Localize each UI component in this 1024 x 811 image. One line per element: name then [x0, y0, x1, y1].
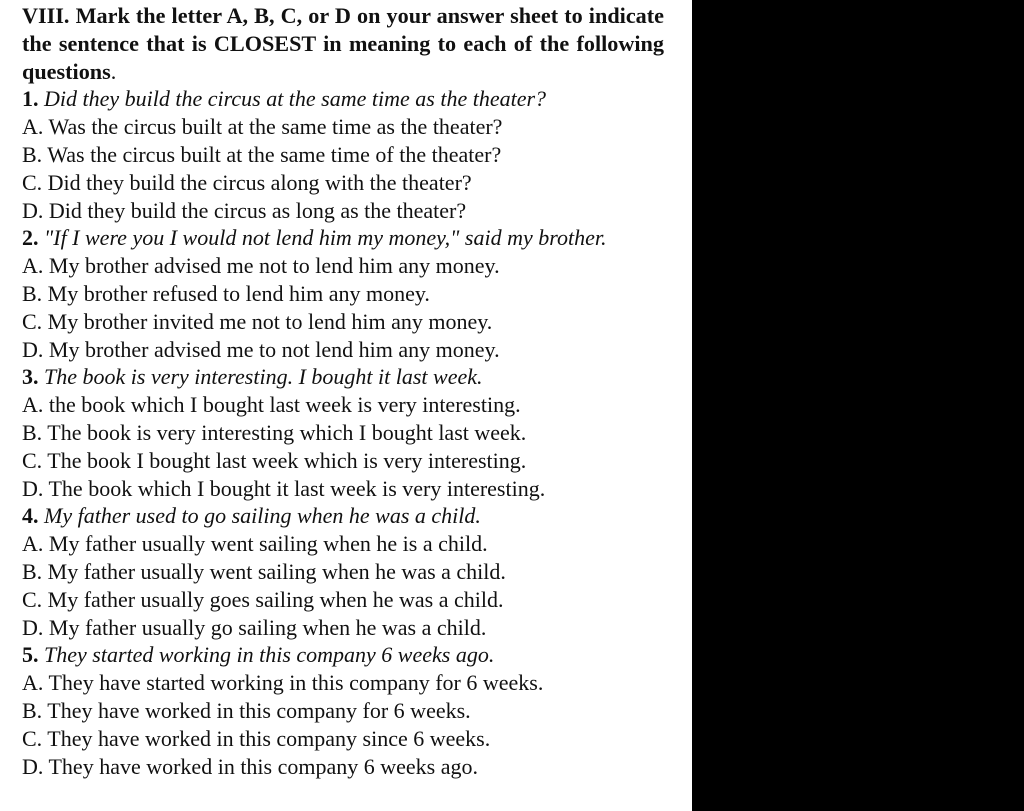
question-number: 5.: [22, 642, 39, 668]
question-4-option-b: B. My father usually went sailing when he was a child.: [22, 558, 506, 584]
question-2-option-a: A. My brother advised me not to lend him any money.: [22, 253, 500, 279]
question-3-stem: [22, 363, 664, 391]
question-5-option-a: A. They have started working in this company for 6 weeks.: [22, 670, 544, 696]
section-heading: [22, 2, 664, 85]
question-2-option-b: B. My brother refused to lend him any money.: [22, 280, 430, 306]
question-3-option-c: C. The book I bought last week which is very interesting.: [22, 447, 527, 473]
question-number: 2.: [22, 225, 39, 251]
question-1-option-b: B. Was the circus built at the same time of the theater?: [22, 141, 502, 167]
question-5-stem: [22, 641, 664, 669]
question-3-option-a: A. the book which I bought last week is very interesting.: [22, 392, 521, 418]
question-number: 4.: [22, 503, 39, 529]
question-5-option-d: D. They have worked in this company 6 weeks ago.: [22, 753, 478, 779]
section-title: VIII. Mark the letter A, B, C, or D on your answer sheet to indicate the sentence that is CLOSEST in meaning to each of the following questions: [22, 3, 664, 84]
question-3-option-b: B. The book is very interesting which I bought last week.: [22, 419, 527, 445]
question-4-option-d: D. My father usually go sailing when he was a child.: [22, 614, 487, 640]
question-number: 1.: [22, 86, 39, 112]
question-text: "If I were you I would not lend him my money," said my brother.: [44, 225, 607, 251]
question-5-option-b: B. They have worked in this company for 6 weeks.: [22, 697, 471, 723]
question-1-stem: [22, 85, 664, 113]
question-5-option-c: C. They have worked in this company since 6 weeks.: [22, 725, 491, 751]
question-4-stem: [22, 502, 664, 530]
section-title-end: .: [110, 58, 117, 84]
question-2-stem: [22, 224, 664, 252]
question-1-option-d: D. Did they build the circus as long as the theater?: [22, 197, 467, 223]
question-1-option-c: C. Did they build the circus along with the theater?: [22, 169, 472, 195]
question-1-option-a: A. Was the circus built at the same time as the theater?: [22, 114, 503, 140]
question-3-option-d: D. The book which I bought it last week is very interesting.: [22, 475, 546, 501]
worksheet-content: [22, 2, 664, 780]
question-number: 3.: [22, 364, 39, 390]
question-2-option-c: C. My brother invited me not to lend him any money.: [22, 308, 493, 334]
question-text: My father used to go sailing when he was a child.: [44, 503, 481, 529]
black-margin-panel: [692, 0, 1024, 811]
question-2-option-d: D. My brother advised me to not lend him any money.: [22, 336, 500, 362]
question-text: The book is very interesting. I bought it last week.: [44, 364, 483, 390]
question-4-option-c: C. My father usually goes sailing when he was a child.: [22, 586, 504, 612]
question-4-option-a: A. My father usually went sailing when he is a child.: [22, 531, 488, 557]
question-text: Did they build the circus at the same time as the theater?: [44, 86, 547, 112]
question-text: They started working in this company 6 weeks ago.: [44, 642, 495, 668]
